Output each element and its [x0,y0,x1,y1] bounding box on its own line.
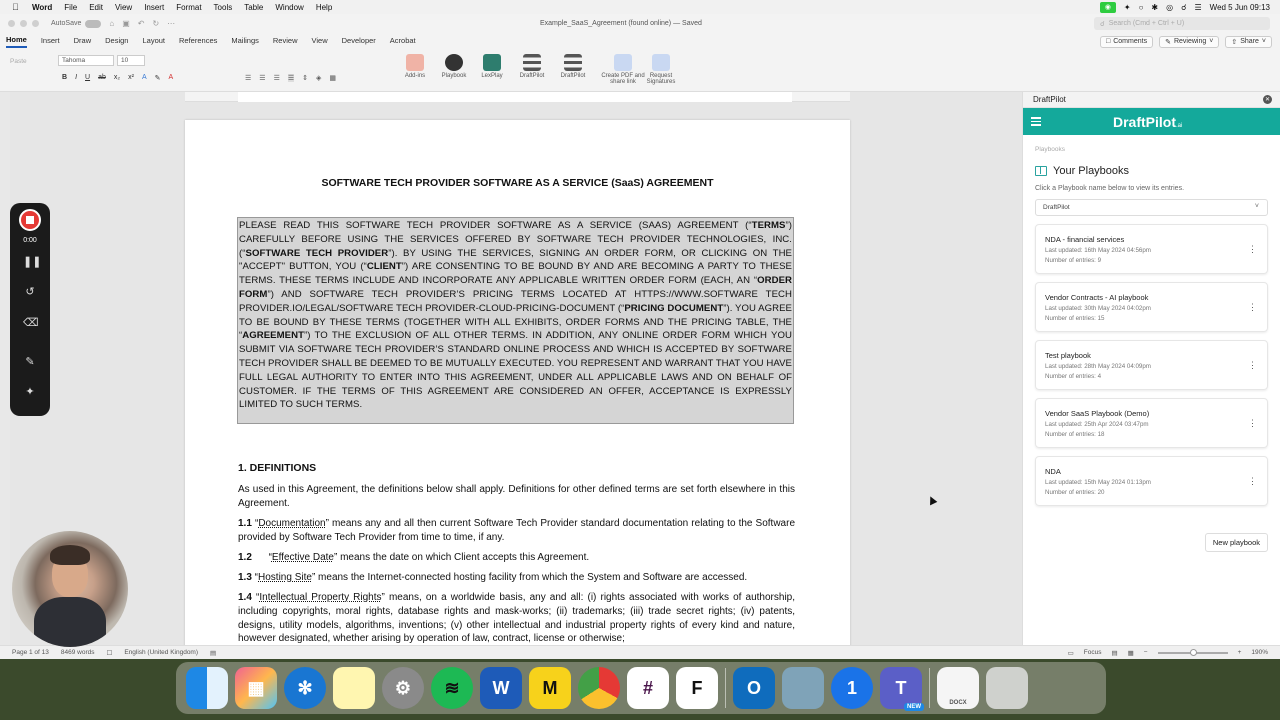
borders-icon[interactable]: ▦ [329,75,337,82]
share-label: Share [1240,38,1259,45]
playbook-source-select[interactable] [1035,199,1268,216]
align-right-icon[interactable]: ☰ [273,75,280,82]
def-text: ” means the Internet-connected hosting facility from which the System and Software are accessed. [311,572,748,583]
tab-draw[interactable]: Draw [73,36,92,45]
preview-icon[interactable] [782,667,824,709]
tab-references[interactable]: References [179,36,218,45]
safari-icon[interactable]: ✻ [284,667,326,709]
search-icon[interactable]: ☌ [1181,2,1187,12]
def-text: ” means the date on which Client accepts this Agreement. [333,552,590,563]
miro-icon[interactable]: M [529,667,571,709]
lexplay-label: LexPlay [481,73,503,79]
draftpilot-label: DraftPilot [519,73,545,79]
intro-text: ”) TO THE EXCLUSION OF ALL OTHER TERMS. IN ADDITION, ANY ONLINE ORDER FORM WHICH YOU SUBMIT VIA SOFTWARE TECH PROVIDER’S STANDARD ONLINE PROCESS AND WHICH IS ACCEPTED BY SOFTWARE TECH PROVIDER SHALL BE DEEMED TO BE MUTUALLY EXECUTED. YOU REPRESENT AND WARRANT THAT YOU HAVE FULL LEGAL AUTHORITY TO ENTER INTO THIS AGREEMENT, UNDER ALL APPLICABLE LAWS AND ON BEHALF OF CUSTOMER. IF THE TERMS OF THIS AGREEMENT ARE CONSIDERED AN OFFER, ACCEPTANCE IS EXPRESSLY LIMITED TO SUCH TERMS. [239,330,792,411]
page-count[interactable]: Page 1 of 13 [12,649,49,656]
text-effects-icon[interactable]: A [141,74,147,81]
zoom-level[interactable]: 190% [1251,649,1268,656]
shading-icon[interactable]: ◈ [316,75,322,82]
intro-text: ”) ARE CONSENTING TO BE BOUND BY AND ARE BECOMING A PARTY TO THESE TERMS. THESE TERMS INCLUDE AND INCORPORATE ANY APPLICABLE WRITTEN ORDER FORM (EACH, AN “ [239,261,792,287]
reviewing-button[interactable] [1159,36,1219,48]
slack-icon[interactable]: # [627,667,669,709]
system-settings-icon[interactable]: ⚙ [382,667,424,709]
term-agreement: AGREEMENT [242,330,304,342]
tab-developer[interactable]: Developer [341,36,376,45]
control-center-icon[interactable]: ☰ [1194,2,1202,12]
definitions-intro: As used in this Agreement, the definitions below shall apply. Definitions for other defined terms are set forth elsewhere in this Agreement. [238,484,795,509]
menu-insert[interactable]: Insert [144,2,165,12]
docx-file-icon[interactable] [937,667,979,709]
playbooks-hint: Click a Playbook name below to view its entries. [1035,185,1185,192]
zoom-in-icon[interactable]: + [1237,649,1242,656]
underline-button[interactable]: U [85,74,91,81]
left-margin-strip [0,92,10,645]
home-icon[interactable]: ⌂ [109,19,115,28]
comment-icon: □ [1106,38,1111,45]
menu-window[interactable]: Window [275,2,304,12]
trash-icon[interactable]: ⌫ [23,317,39,329]
hamburger-menu-icon[interactable] [1031,117,1041,128]
playbook-name[interactable]: Vendor Contracts - AI playbook [1045,293,1149,302]
playbook-entries: Number of entries: 20 [1045,489,1105,496]
menu-app-word[interactable]: Word [32,2,53,12]
subscript-button[interactable]: x₂ [113,74,121,81]
pause-icon[interactable]: ❚❚ [23,256,42,268]
lexplay-icon [483,54,501,71]
tab-review[interactable]: Review [272,36,298,45]
more-options-icon[interactable]: ⋮ [1248,418,1257,428]
ruler-active-area [238,92,792,102]
dock-separator [725,668,726,708]
tab-insert[interactable]: Insert [40,36,60,45]
playbook-card[interactable] [1035,282,1268,332]
draw-pen-icon[interactable]: ✎ [25,356,35,368]
close-icon[interactable]: ✕ [1264,97,1271,103]
font-family-select[interactable]: Tahoma [58,55,114,66]
tab-layout[interactable]: Layout [142,36,166,45]
share-icon: ⇧ [1231,38,1238,46]
playbook-card[interactable] [1035,224,1268,274]
more-icon[interactable]: ⋯ [167,19,176,28]
align-left-icon[interactable]: ☰ [245,75,252,82]
tab-home[interactable]: Home [6,35,27,48]
chevron-down-icon: ˅ [1261,38,1266,45]
pen-icon: ✎ [1165,38,1171,46]
search-icon: ☌ [1100,20,1105,28]
tab-design[interactable]: Design [105,36,129,45]
comments-button[interactable] [1100,36,1153,48]
playbook-name[interactable]: Test playbook [1045,351,1091,360]
language-indicator[interactable]: English (United Kingdom) [124,649,199,656]
status-bar [0,645,1280,659]
def-number: 1.4 [238,592,252,603]
document-canvas[interactable] [10,92,1022,645]
zoom-window-button[interactable] [32,20,39,27]
zoom-slider-knob[interactable] [1190,649,1197,656]
macos-dock [176,662,1106,714]
book-icon [1035,166,1047,176]
recording-timer: 0:00 [23,237,37,244]
new-badge: NEW [904,703,924,711]
term-terms: TERMS [751,220,786,231]
draftpilot-taskpane [1022,92,1280,645]
intro-text: ”). YOU AGREE TO BE BOUND BY THESE TERMS (TOGETHER WITH ALL EXHIBITS, ORDER FORMS AND THE PRICING TABLE, THE “ [239,302,792,342]
menu-file[interactable]: File [64,2,78,12]
strikethrough-button[interactable]: ab [98,74,106,81]
proofing-icon[interactable]: ☐ [106,649,113,657]
notes-icon[interactable] [333,667,375,709]
term-client: CLIENT [366,261,402,273]
new-playbook-button[interactable]: New playbook [1205,533,1268,552]
taskpane-title: DraftPilot [1033,95,1066,104]
chrome-icon[interactable] [578,667,620,709]
menu-help[interactable]: Help [315,2,333,12]
playbook-card[interactable] [1035,398,1268,448]
more-options-icon[interactable]: ⋮ [1248,244,1257,254]
tab-mailings[interactable]: Mailings [231,36,259,45]
def-number: 1.3 [238,572,252,583]
logo-suffix: .ai [1176,122,1183,129]
paste-button[interactable]: Paste [10,58,27,65]
close-window-button[interactable] [8,20,15,27]
screen-recorder-toolbar [10,203,50,416]
def-term: Intellectual Property Rights [259,592,382,603]
search-placeholder: Search (Cmd + Ctrl + U) [1108,20,1185,27]
facetime-icon[interactable]: ◉ [1100,2,1116,13]
comments-label: Comments [1113,38,1148,45]
pdf-icon [614,54,632,71]
def-text: ” means any and all then current Software Tech Provider standard documentation relating to the Software provided by Software Tech Provider from time to time, if any. [238,518,796,543]
playbook-updated: Last updated: 15th May 2024 01:13pm [1045,479,1151,486]
reviewing-label: Reviewing [1173,38,1207,45]
playbook-updated: Last updated: 16th May 2024 04:56pm [1045,247,1151,254]
justify-icon[interactable]: ☰ [287,75,295,82]
draftpilot-icon [564,54,582,71]
playbooks-heading [1035,165,1268,177]
more-options-icon[interactable]: ⋮ [1248,360,1257,370]
add-ins-icon [406,54,424,71]
document-title: Example_SaaS_Agreement (found online) — Saved [540,20,702,27]
playbooks-heading-text: Your Playbooks [1053,165,1130,177]
horizontal-ruler[interactable] [185,92,850,102]
effects-icon[interactable]: ✦ [25,386,35,398]
taskpane-header [1023,92,1280,108]
menu-view[interactable]: View [114,2,133,12]
stop-recording-button[interactable] [19,209,41,231]
search-field[interactable] [1094,17,1270,30]
create-pdf-label: Create PDF and share link [601,73,645,85]
definition-1-2: 1.2 “Effective Date” means the date on which Client accepts this Agreement. [238,552,590,563]
def-term: Effective Date [271,552,334,563]
intro-text: ”) AND SOFTWARE TECH PROVIDER’S PRICING TERMS LOCATED AT HTTPS://WWW.SOFTWARE TECH PROVIDER.IO/LEGAL/SOFTWARE TECH PROVIDER-CLOUD-PRICING-DOCUMENT (“ [239,288,792,314]
playbook-card[interactable] [1035,340,1268,390]
teams-icon[interactable]: T NEW [880,667,922,709]
print-layout-icon[interactable]: ▤ [1111,649,1118,657]
undo-icon[interactable]: ↶ [137,19,145,28]
status-icon[interactable]: ○ [1138,2,1144,12]
menubar-clock[interactable]: Wed 5 Jun 09:13 [1209,2,1270,12]
logo-text: DraftPilot [1113,113,1176,130]
draftpilot-button-2[interactable] [550,54,596,79]
draftpilot-logo [1113,114,1182,130]
menu-tools[interactable]: Tools [213,2,233,12]
font-size-select[interactable]: 10 [117,55,145,66]
focus-button[interactable]: Focus [1083,649,1102,656]
redo-icon[interactable]: ↻ [152,19,160,28]
draftpilot-label: DraftPilot [560,73,586,79]
playbook-name[interactable]: NDA [1045,467,1061,476]
playbook-entries: Number of entries: 4 [1045,373,1102,380]
playbook-updated: Last updated: 30th May 2024 04:02pm [1045,305,1151,312]
zoom-slider[interactable] [1158,652,1228,654]
def-number: 1.2 [238,552,252,563]
line-spacing-icon[interactable]: ⇕ [302,75,308,82]
window-titlebar [0,14,1280,33]
definition-1-1: 1.1 “Documentation” means any and all then current Software Tech Provider standard documentation relating to the Software provided by Software Tech Provider from time to time, if any. [238,518,796,543]
bold-button[interactable]: B [62,74,68,81]
breadcrumb[interactable]: Playbooks [1035,146,1065,153]
playbook-icon [445,54,463,71]
font-color-icon[interactable]: A [168,74,174,81]
def-text: ” means, on a worldwide basis, any and all: (i) rights associated with works of authorship, including copyrights, moral rights, database rights and mask-works; (ii) trademarks; (iii) trade secret rights; (iv) patents, designs, utility models, algorithms, inventions; (v) other intellectual and industrial property rights of every kind and nature, however designated, whether arising by operation of law, contract, license or otherwise; [238,592,796,645]
chevron-down-icon: ˅ [1254,203,1259,210]
draftpilot-icon [523,54,541,71]
focus-icon: ▭ [1067,649,1074,657]
playbook-entries: Number of entries: 15 [1045,315,1105,322]
intro-text: ”) CAREFULLY BEFORE USING THE SERVICES OFFERED BY SOFTWARE TECH PROVIDER TECHNOLOGIES, INC. (“ [239,220,792,259]
launchpad-icon[interactable]: ▦ [235,667,277,709]
request-signatures-button[interactable] [638,54,684,85]
draftpilot-topbar [1023,108,1280,135]
term-pricing-document: PRICING DOCUMENT [624,302,724,314]
web-layout-icon[interactable]: ▦ [1127,649,1134,657]
ribbon-home [0,50,1280,92]
intro-text: ”). BY USING THE SERVICES, SIGNING AN ORDER FORM, OR CLICKING ON THE "ACCEPT" BUTTON, YOU (“ [239,247,792,273]
def-term: Documentation [258,518,326,529]
more-options-icon[interactable]: ⋮ [1248,476,1257,486]
save-icon[interactable]: ▣ [122,19,130,28]
playbook-updated: Last updated: 28th May 2024 04:09pm [1045,363,1151,370]
menu-format[interactable]: Format [176,2,202,12]
outlook-icon[interactable]: O [733,667,775,709]
spotify-icon[interactable]: ≋ [431,667,473,709]
menu-edit[interactable]: Edit [89,2,103,12]
playbook-entries: Number of entries: 9 [1045,257,1102,264]
apple-icon[interactable] [12,2,24,12]
chevron-down-icon: ˅ [1209,38,1214,45]
term-provider: SOFTWARE TECH PROVIDER [245,247,389,259]
word-icon[interactable]: W [480,667,522,709]
add-ins-label: Add-ins [404,73,426,79]
playbook-name[interactable]: Vendor SaaS Playbook (Demo) [1045,409,1150,418]
playbook-updated: Last updated: 25th Apr 2024 03:47pm [1045,421,1149,428]
framer-icon[interactable]: F [676,667,718,709]
webcam-bubble[interactable] [12,531,128,647]
macos-menubar [0,0,1280,14]
docx-label: DOCX [949,700,967,706]
playbook-name[interactable]: NDA - financial services [1045,235,1125,244]
menu-table[interactable]: Table [244,2,264,12]
italic-button[interactable]: I [75,74,78,81]
tab-view[interactable]: View [311,36,328,45]
autosave-control[interactable] [51,20,101,28]
onepassword-icon[interactable]: 1 [831,667,873,709]
intro-paragraph-selected[interactable] [237,217,794,424]
share-button[interactable] [1225,36,1272,48]
definition-1-3: 1.3 “Hosting Site” means the Internet-connected hosting facility from which the System and Software are accessed. [238,572,748,583]
def-number: 1.1 [238,518,252,529]
presenter-body [34,597,106,647]
word-count[interactable]: 8469 words [60,649,95,656]
select-value: DraftPilot [1043,204,1070,211]
signature-icon [652,54,670,71]
status-icon[interactable]: ✦ [1123,2,1131,12]
agreement-title: SOFTWARE TECH PROVIDER SOFTWARE AS A SERVICE (SaaS) AGREEMENT [321,177,714,189]
autosave-label: AutoSave [51,20,82,27]
mouse-cursor-icon [927,495,938,506]
finder-icon[interactable] [186,667,228,709]
draftpilot-button-1[interactable] [509,54,555,79]
playbook-entries: Number of entries: 18 [1045,431,1105,438]
dock-separator [929,668,930,708]
highlight-icon[interactable]: ✎ [154,75,161,82]
more-options-icon[interactable]: ⋮ [1248,302,1257,312]
ribbon-tabs [0,33,1280,50]
align-center-icon[interactable]: ☰ [259,75,266,82]
definition-1-4: 1.4 “Intellectual Property Rights” means, on a worldwide basis, any and all: (i) rights associated with works of authorship, including copyrights, moral rights, database rights and mask-works; (ii) trademarks; (iii) trade secret rights; (iv) patents, designs, utility models, algorithms, inventions; (v) other intellectual and industrial property rights of every kind and nature, however designated, whether arising by operation of law, contract, license or otherwise; [238,592,796,645]
playbook-card[interactable] [1035,456,1268,506]
zoom-out-icon[interactable]: − [1143,649,1148,656]
term-order-form: ORDER FORM [239,275,792,300]
trash-icon[interactable] [986,667,1028,709]
superscript-button[interactable]: x² [128,74,134,81]
definitions-heading: 1. DEFINITIONS [238,462,317,474]
document-page[interactable] [185,120,850,645]
def-term: Hosting Site [258,572,312,583]
bluetooth-icon[interactable]: ✱ [1151,2,1159,12]
request-signatures-label: Request Signatures [646,73,676,85]
restart-icon[interactable]: ↺ [25,286,35,298]
wifi-icon[interactable]: ◎ [1166,2,1174,12]
minimize-window-button[interactable] [20,20,27,27]
accessibility-icon[interactable]: ▤ [210,649,217,657]
intro-text: PLEASE READ THIS SOFTWARE TECH PROVIDER SOFTWARE AS A SERVICE (SAAS) AGREEMENT (“ [239,220,752,231]
autosave-toggle[interactable] [85,20,101,28]
playbook-label: Playbook [441,73,467,79]
tab-acrobat[interactable]: Acrobat [389,36,416,45]
presenter-hair [50,545,90,565]
